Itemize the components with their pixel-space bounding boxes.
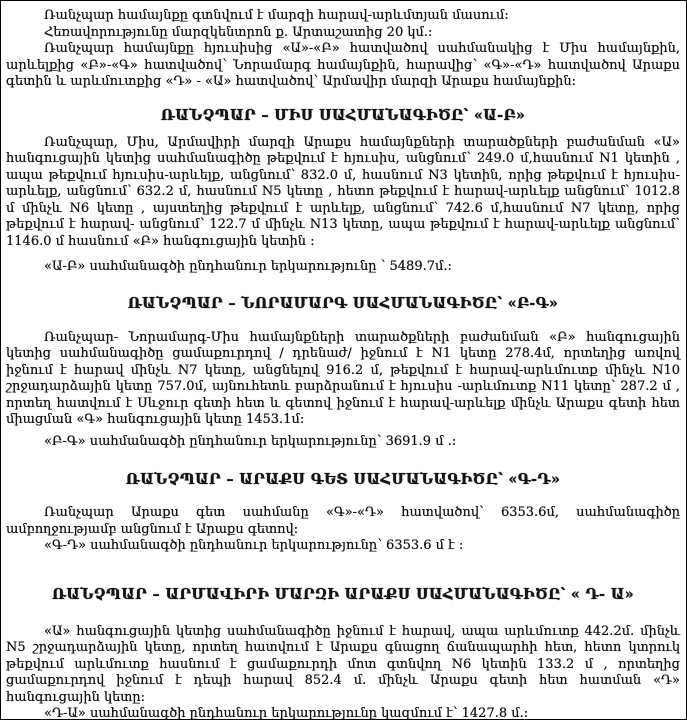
section-heading-bg: ՌԱՆՉՊԱՐ – ՆՈՐԱՄԱՐԳ ՍԱՀՄԱՆԱԳԻԾԸ՝ «Բ-Գ» [127, 294, 559, 312]
intro-paragraph-location: Ռանչպար համայնքը գտնվում է մարզի հարավ-արևմտյան մասում: [44, 8, 509, 23]
section-total-da: «Դ-Ա» սահմանագծի ընդհանուր երկարությունը կազմում է՝ 1427.8 մ.: [44, 706, 529, 721]
section-heading-ab: ՌԱՆՉՊԱՐ – ՄԻՍ ՍԱՀՄԱՆԱԳԻԾԸ՝ «Ա-Բ» [160, 106, 526, 124]
section-heading-da: ՌԱՆՉՊԱՐ – ԱՐՄԱՎԻՐԻ ՄԱՐԶԻ ԱՐԱՔՍ ՍԱՀՄԱՆԱԳԻԾԸ՝ « Դ- Ա» [51, 585, 635, 603]
section-total-ab: «Ա-Բ» սահմանագծի ընդհանուր երկարությունը ՝ 5489.7մ.: [44, 259, 452, 274]
intro-paragraph-distance: Հեռավորությունը մարզկենտրոն ք. Արտաշատից 20 կմ.: [44, 24, 433, 40]
section-total-gd: «Գ-Դ» սահմանագծի ընդհանուր երկարությունը՝ 6353.6 մ է : [44, 538, 464, 553]
scanned-document-page [1, 1, 686, 719]
section-total-bg: «Բ-Գ» սահմանագծի ընդհանուր երկարությունը՝ 3691.9 մ .: [44, 433, 457, 449]
section-body-gd: Ռանչպար Արաքս գետ սահմանը «Գ»-«Դ» հատվածով՝ 6353.6մ, սահմանագիծը ամբողջությամբ անցնում է Արաքս գետով: [6, 505, 680, 537]
section-body-ab: Ռանչպար, Միս, Արմավիրի մարզի Արաքս համայնքների տարածքների բաժանման «Ա» հանգուցային կետից սահմանագիծը թեքվում է հյուսիս, անցնում՝ 249.0 մ,հասնում N1 կետին , ապա թեքվում հյուսիս-արևելք, անցնում՝ 832.0 մ, հասնում N3 կետին, որից թեքվում է հյուսիս-արևելք, անցնում՝ 632.2 մ, հասնում N5 կետը , հետո թեքվում է հարավ-արևելք անցնում՝ 1012.8 մ մինչև N6 կետը , այստեղից թեքվում է արևելք, անցնում՝ 742.6 մ,հասնում N7 կետը, որից թեքվում է հարավ- անցնում՝ 122.7 մ մինչև N13 կետը, ապա թեքվում է հարավ-արևելք անցնում՝ 1146.0 մ հասնում «Բ» հանգուցային կետին : [6, 134, 680, 249]
intro-paragraph-borders: Ռանչպար համայնքը հյուսիսից «Ա»-«Բ» հատվածով սահմանակից է Միս համայնքին, արևելքից «Բ»-«Գ» հատվածով՝ Նորամարգ համայնքին, հարավից՝ «Գ»-«Դ» հատվածով Արաքս գետին և արևմուտքից «Դ» - «Ա» հատվածով՝ Արմավիր մարզի Արաքս համայնքին: [6, 41, 680, 89]
section-body-bg: Ռանչպար- Նորամարգ-Միս համայնքների տարածքների բաժանման «Բ» հանգուցային կետից սահմանագիծը ցամաքուրդով / դրենաժ/ իջնում է N1 կետը 278.4մ, որտեղից առվով իջնում է հարավ մինչև N7 կետը, անցնելով 916.2 մ, թեքվում է հարավ-արևմուտք մինչև N10 շրջադարձային կետը 757.0մ, այնուհետև բարձրանում է հյուսիս -արևմուտք N11 կետը՝ 287.2 մ , որտեղ հատվում է Սևջուր գետի հետ և գետով իջնում է հարավ-արևելք մինչև Արաքս գետի հետ միացման «Գ» հանգուցային կետը 1453.1մ: [6, 329, 680, 427]
section-body-da: «Ա» հանգուցային կետից սահմանագիծը իջնում է հարավ, ապա արևմուտք 442.2մ. մինչև N5 շրջադարձային կետը, որտեղ հատվում է Արաքս գնացող ճանապարհի հետ, հետո կտրուկ թեքվում արևմուտք հասնում է ցամաքուրդի մոտ գտնվող N6 կետին 133.2 մ , որտեղից ցամաքուրդով իջնում է դեպի հարավ 852.4 մ. մինչև Արաքս գետի հետ հատման «Դ» հանգուցային կետը: [6, 623, 680, 705]
section-heading-gd: ՌԱՆՉՊԱՐ – ԱՐԱՔՍ ԳԵՏ ՍԱՀՄԱՆԱԳԻԾԸ՝ «Գ-Դ» [125, 471, 561, 488]
